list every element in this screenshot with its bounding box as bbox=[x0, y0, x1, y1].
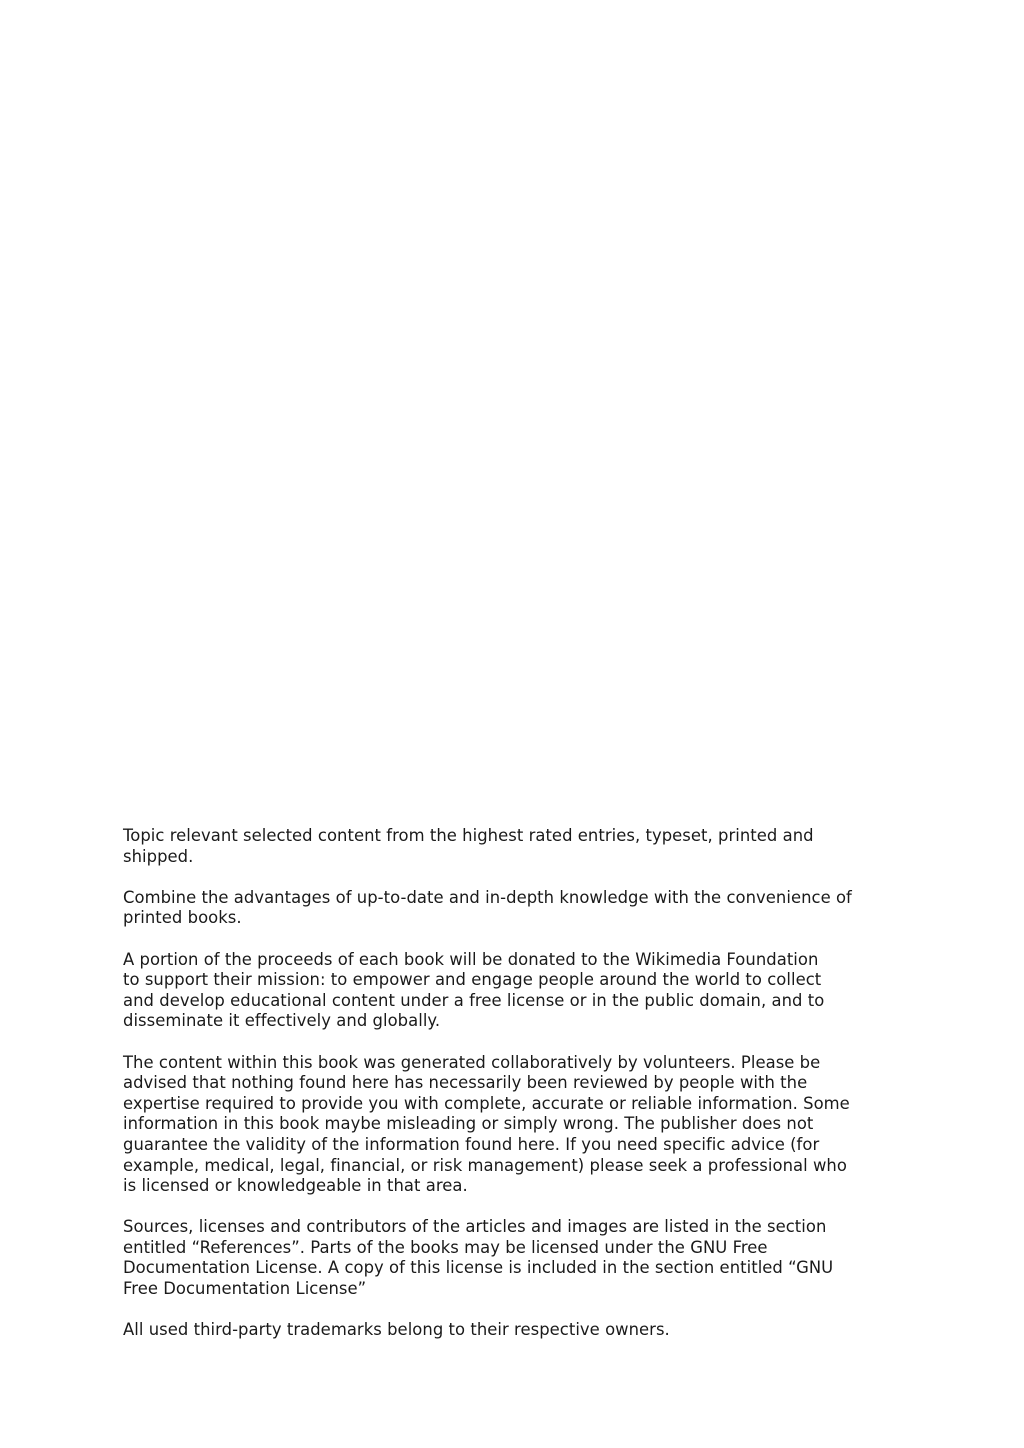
paragraph-topic-relevant: Topic relevant selected content from the highest rated entries, typeset, printed and shipped. bbox=[123, 826, 814, 866]
paragraph-content-disclaimer: The content within this book was generated collaboratively by volunteers. Please be advised that nothing found here has necessarily been reviewed by people with the expertise required to provide you with complete, accurate or reliable information. Some information in this book maybe misleading or simply wrong. The publisher does not guarantee the validity of the information found here. If you need specific advice (for example, medical, legal, financial, or risk management) please seek a professional who is licensed or knowledgeable in that area. bbox=[123, 1052, 850, 1196]
paragraph-trademarks: All used third-party trademarks belong to their respective owners. bbox=[123, 1320, 670, 1340]
disclaimer-text-block bbox=[123, 826, 903, 1341]
paragraph-advantages: Combine the advantages of up-to-date and in-depth knowledge with the convenience of printed books. bbox=[123, 887, 852, 928]
paragraph-sources-licenses: Sources, licenses and contributors of the articles and images are listed in the section entitled “References”. Parts of the books may be licensed under the GNU Free Documentation License. A copy of this license is included in the section entitled “GNU Free Documentation License” bbox=[123, 1217, 834, 1299]
paragraph-proceeds: A portion of the proceeds of each book will be donated to the Wikimedia Foundation to support their mission: to empower and engage people around the world to collect and develop educational content under a free license or in the public domain, and to disseminate it effectively and globally. bbox=[123, 949, 825, 1031]
